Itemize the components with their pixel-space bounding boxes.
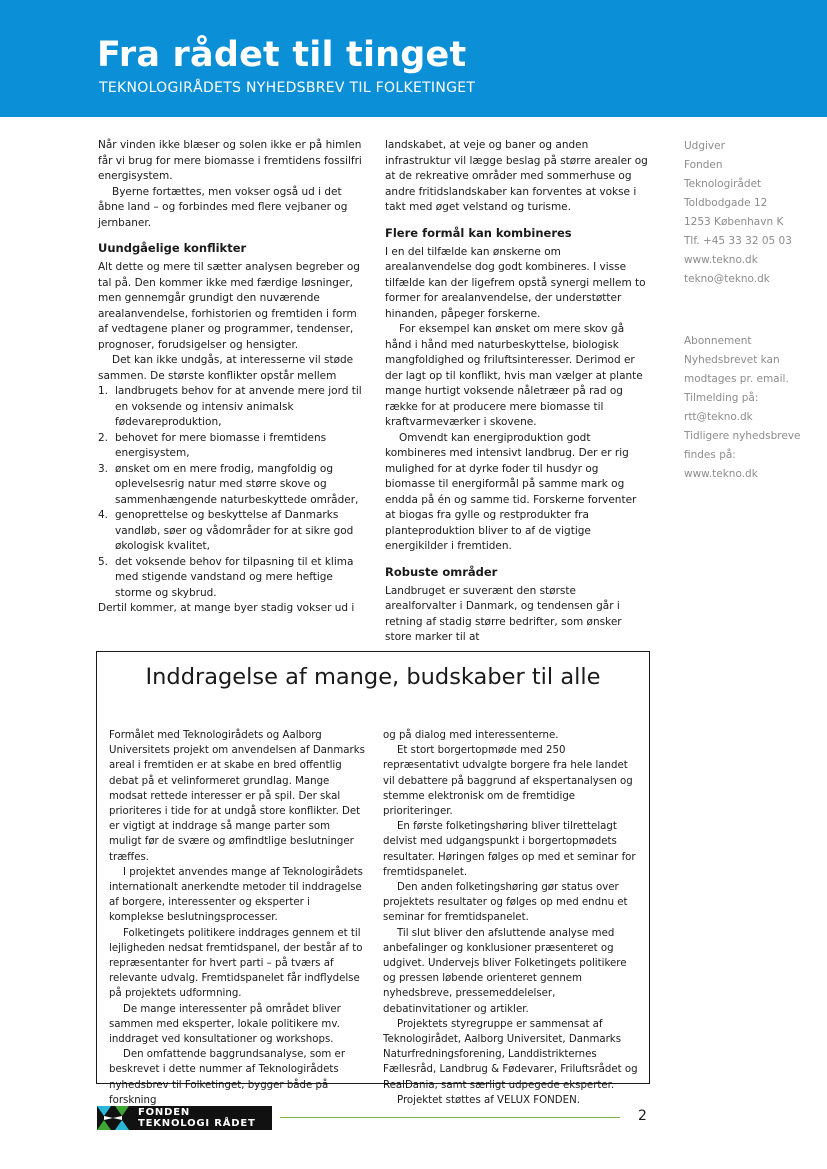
page-subtitle: TEKNOLOGIRÅDETS NYHEDSBREV TIL FOLKETINGET (99, 80, 476, 96)
paragraph: Den omfattende baggrundsanalyse, som er beskrevet i dette nummer af Teknologirådets nyhedsbrev til Folketinget, bygger både på forskning (109, 1049, 346, 1106)
logo-text-line-2: TEKNOLOGI RÅDET (138, 1118, 256, 1129)
header-banner (0, 0, 827, 117)
subscription-line: Tilmelding på: (684, 392, 759, 404)
section-heading: Flere formål kan kombineres (385, 225, 572, 240)
subscription-line: Nyhedsbrevet kan (684, 354, 780, 366)
info-box (96, 651, 650, 1106)
subscription-website: www.tekno.dk (684, 468, 758, 480)
article-column-2 (385, 138, 650, 646)
publisher-line: 1253 København K (684, 216, 784, 228)
conflict-list (98, 384, 366, 601)
publisher-phone: Tlf. +45 33 32 05 03 (684, 235, 792, 247)
paragraph: Projektet støttes af VELUX FONDEN. (397, 1094, 580, 1106)
paragraph: For eksempel kan ønsket om mere skov gå hånd i hånd med naturbeskyttelse, biologisk mangfoldighed og friluftsinteresser. Derimod er der lagt op til konflikt, hvis man vælger at plante mange hurtigt voksende nåletræer på rad og række for at producere mere biomasse til kraftvarmeværker i skovene. (385, 323, 643, 428)
publisher-line: Toldbodgade 12 (684, 197, 768, 209)
paragraph: En første folketingshøring bliver tilrettelagt delvist med udgangspunkt i borgertopmødets resultater. Høringen følges op med et seminar for fremtidspanelet. (383, 821, 636, 878)
footer-divider (280, 1117, 620, 1118)
info-box-title: Inddragelse af mange, budskaber til alle (145, 664, 601, 690)
paragraph: Folketingets politikere inddrages gennem et til lejligheden nedsat fremtidspanel, der består af to repræsentanter for hvert parti – på tværs af relevante udvalg. Fremtidspanelet får indflydelse på projektets udformning. (109, 927, 363, 1000)
paragraph: Formålet med Teknologirådets og Aalborg Universitets projekt om anvendelsen af Danmarks areal i fremtiden er at skabe en bred offentlig debat på et velinformeret grundlag. Mange modsat rettede interesser er på spil. Der skal prioriteres i tide for at undgå store konflikter. Det er vigtigt at inddrage så mange parter som muligt før de svære og ømfindtlige beslutninger træffes. (109, 730, 365, 863)
page-number: 2 (638, 1108, 647, 1124)
paragraph: Alt dette og mere til sætter analysen begreber og tal på. Den kommer ikke med færdige løsninger, men gennemgår grundigt den nuværende arealanvendelse, forhistorien og fremtiden i form af vedtagene planer og programmer, tendenser, prognoser, forudsigelser og hensigter. (98, 261, 360, 351)
paragraph: De mange interessenter på området bliver sammen med eksperter, lokale politikere mv. inddraget ved konsultationer og workshops. (109, 1003, 341, 1046)
subscription-info (684, 332, 804, 484)
subscription-heading: Abonnement (684, 335, 752, 347)
subscription-line: Tidligere nyhedsbreve (684, 430, 801, 442)
paragraph: Det kan ikke undgås, at interesserne vil støde sammen. De største konflikter opstår mellem (98, 354, 354, 382)
list-item: 1. landbrugets behov for at anvende mere jord til en voksende og intensiv animalsk fødevareproduktion, (98, 385, 362, 428)
logo-mark-icon (97, 1106, 129, 1130)
paragraph: Dertil kommer, at mange byer stadig vokser ud i (98, 602, 355, 614)
paragraph: Til slut bliver den afsluttende analyse med anbefalinger og konklusioner præsenteret og udgivet. Undervejs bliver Folketingets politikere og pressen løbende orienteret gennem nyhedsbreve, pressemeddelelser, debatinvitationer og artikler. (383, 927, 627, 1015)
page-title: Fra rådet til tinget (97, 35, 467, 75)
publisher-line: Fonden (684, 159, 723, 171)
section-heading: Uundgåelige konflikter (98, 241, 247, 255)
article-column-1 (98, 138, 366, 617)
paragraph: Når vinden ikke blæser og solen ikke er på himlen får vi brug for mere biomasse i fremtidens fossilfri energisystem. (98, 139, 362, 182)
publisher-line: Teknologirådet (684, 178, 762, 190)
section-heading: Robuste områder (385, 564, 498, 579)
paragraph: Et stort borgertopmøde med 250 repræsentativt udvalgte borgere fra hele landet vil debattere på baggrund af ekspertanalysen og stemme elektronisk om de fremtidige prioriteringer. (383, 745, 633, 818)
paragraph: Byerne fortættes, men vokser også ud i det åbne land – og forbindes med flere vejbaner og jernbaner. (98, 185, 348, 229)
info-box-column-1 (109, 728, 365, 1108)
subscription-email: rtt@tekno.dk (684, 411, 753, 423)
paragraph: Projektets styregruppe er sammensat af Teknologirådet, Aalborg Universitet, Danmarks Naturfredningsforening, Landdistrikternes Fællesråd, Landbrug & Fødevarer, Friluftsrådet og RealDania, samt særligt udpegede eksperter. (383, 1018, 638, 1091)
list-item: 3. ønsket om en mere frodig, mangfoldig og oplevelsesrig natur med større skove og sammenhængende naturbeskyttede områder, (98, 462, 359, 506)
publisher-heading: Udgiver (684, 140, 725, 152)
paragraph: Landbruget er suverænt den største arealforvalter i Danmark, og tendensen går i retning af stadig større bedrifter, som ønsker store marker til at (385, 584, 622, 643)
list-item: 4. genoprettelse og beskyttelse af Danmarks vandløb, søer og vådområder for at sikre god økologisk kvalitet, (98, 509, 354, 552)
publisher-website: www.tekno.dk (684, 254, 758, 266)
subscription-line: modtages pr. email. (684, 373, 789, 385)
paragraph: I en del tilfælde kan ønskerne om arealanvendelse dog godt kombineres. I visse tilfælde kan der ligefrem opstå synergi mellem to former for arealanvendelse, der understøtter hinanden, påpeger forskerne. (385, 245, 646, 320)
info-box-column-2 (383, 728, 639, 1108)
paragraph: I projektet anvendes mange af Teknologirådets internationalt anerkendte metoder til inddragelse af borgere, interessenter og eksperter i komplekse beslutningsprocesser. (109, 866, 363, 924)
logo-text-line-1: FONDEN (138, 1107, 191, 1118)
paragraph: og på dialog med interessenterne. (383, 730, 559, 741)
publisher-email: tekno@tekno.dk (684, 273, 770, 285)
subscription-line: findes på: (684, 449, 736, 461)
teknologiraadet-logo (97, 1106, 272, 1130)
list-item: 2. behovet for mere biomasse i fremtidens energisystem, (98, 431, 327, 459)
list-item: 5. det voksende behov for tilpasning til et klima med stigende vandstand og mere heftige storme og skybrud. (98, 555, 354, 599)
paragraph: Omvendt kan energiproduktion godt kombineres med intensivt landbrug. Der er rig mulighed for at dyrke foder til husdyr og biomasse til energiformål på samme mark og endda på én og samme tid. Forskerne forventer at biogas fra gylle og restprodukter fra planteproduktion bliver to af de vigtige energikilder i fremtiden. (385, 431, 637, 552)
publisher-info (684, 137, 804, 289)
paragraph: landskabet, at veje og baner og anden infrastruktur vil lægge beslag på større arealer og at de rekreative områder med sommerhuse og andre fritidslandskaber kan forventes at vokse i takt med øget velstand og turisme. (385, 139, 648, 213)
paragraph: Den anden folketingshøring gør status over projektets resultater og følges op med endnu et seminar for fremtidspanelet. (383, 882, 628, 924)
